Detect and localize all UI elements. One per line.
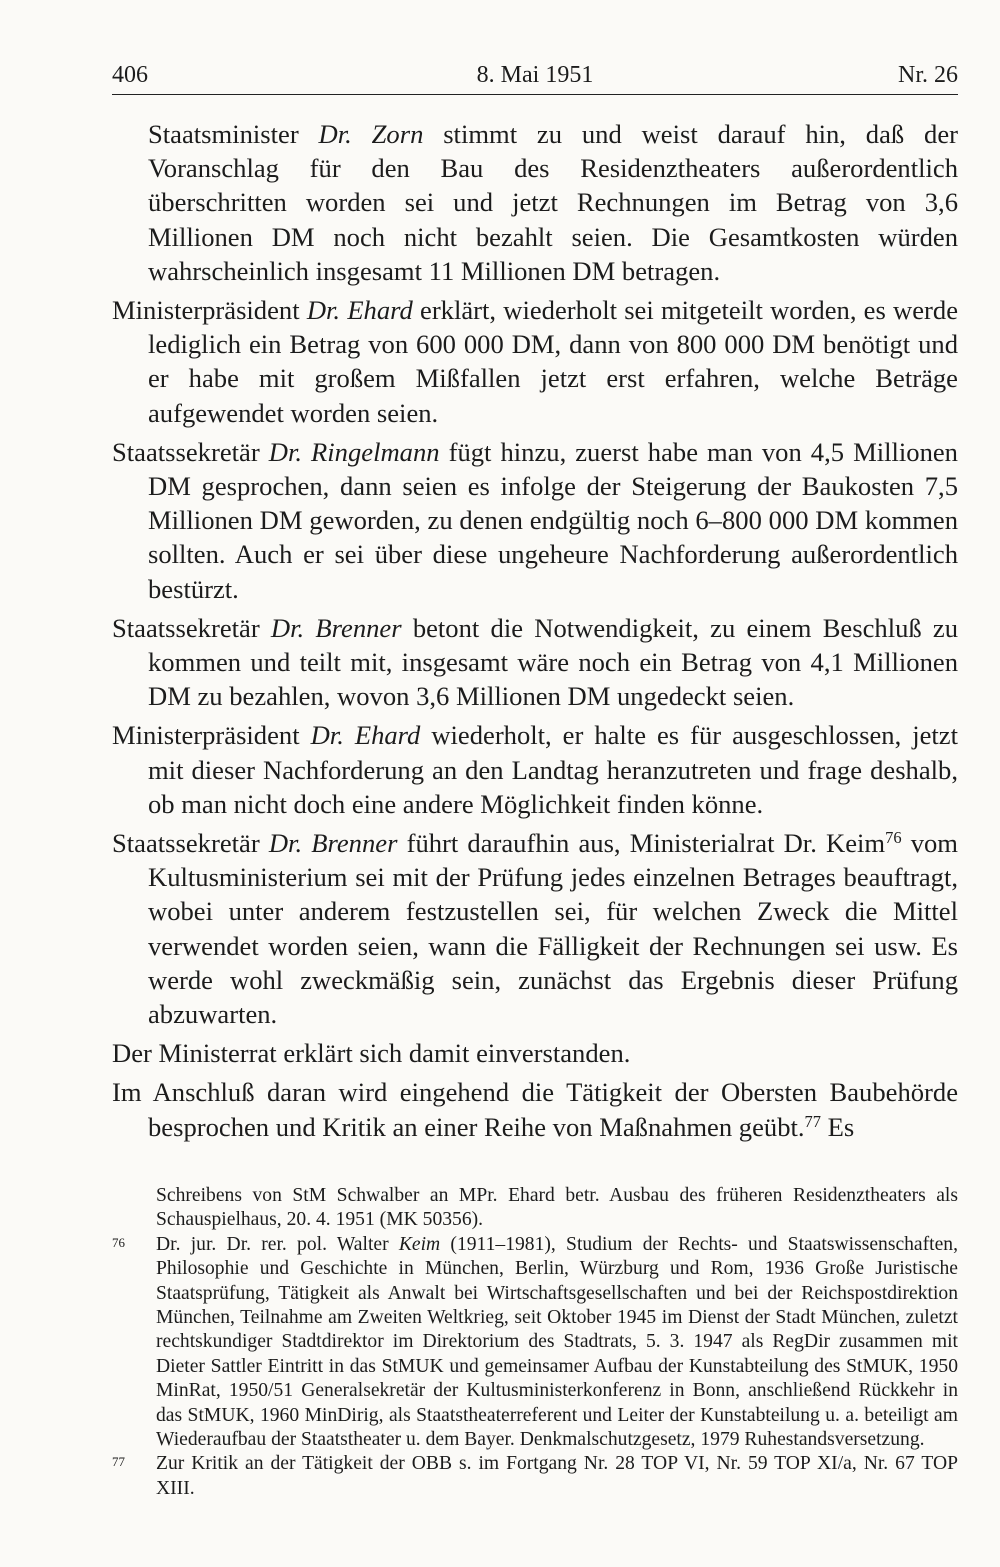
speaker-name: Brenner [311,828,398,859]
document-page [112,58,958,1501]
speaker-title: Staatssekretär [112,436,260,467]
paragraph-ehard-2 [112,718,958,821]
paragraph-text: fügt hinzu, zuerst habe man von 4,5 Millionen DM gesprochen, dann seien es infolge der Steigerung der Baukosten 7,5 Millionen DM geworden, zu denen endgültig noch 6–800 000 DM kommen sollten. Auch er sei über diese ungeheure Nachforderung außerordentlich bestürzt. [148,436,958,604]
paragraph-text: Der Ministerrat erklärt sich damit einverstanden. [112,1038,631,1069]
paragraph-text: vom Kultusministerium sei mit der Prüfung jedes einzelnen Betrages beauftragt, wobei unter anderem festzustellen sei, für welchen Zweck die Mittel verwendet worden seien, wann die Fälligkeit der Rechnungen sei usw. Es werde wohl zweckmäßig sein, zunächst das Ergebnis dieser Prüfung abzuwarten. [148,828,958,1030]
page-number: 406 [112,62,148,88]
footnote-continuation [112,1184,958,1233]
paragraph-oberste-baubehoerde [112,1075,958,1143]
footnote-ref-76[interactable]: 76 [885,828,902,847]
speaker-title: Ministerpräsident [112,295,300,326]
footnote-text: Zur Kritik an der Tätigkeit der OBB s. im Fortgang Nr. 28 TOP VI, Nr. 59 TOP XI/a, Nr. 67 TOP XIII. [156,1453,958,1499]
footnotes [112,1184,958,1501]
paragraph-text-before-note: führt daraufhin aus, Ministerialrat Dr. Keim [397,828,886,859]
speaker-dr: Dr. [310,720,344,751]
paragraph-zorn [112,117,958,288]
footnote-text: Schreibens von StM Schwalber an MPr. Ehard betr. Ausbau des früheren Residenztheaters als Schauspielhaus, 20. 4. 1951 (MK 50356). [156,1184,958,1231]
speaker-name: Brenner [315,612,402,643]
speaker-title: Staatssekretär [112,612,260,643]
paragraph-text-before-note: Im Anschluß daran wird eingehend die Tätigkeit der Obersten Baubehörde besprochen und Kritik an einer Reihe von Maßnahmen geübt. [112,1077,958,1142]
speaker-dr: Dr. [268,436,302,467]
body-text [112,117,958,1144]
speaker-dr: Dr. [306,295,341,326]
speaker-dr: Dr. [268,828,303,859]
speaker-dr: Dr. [270,612,305,643]
paragraph-text: Es [821,1111,855,1142]
speaker-name: Ehard [354,720,421,751]
footnote-76 [112,1233,958,1453]
footnote-ref-77[interactable]: 77 [804,1111,822,1131]
speaker-title: Staatssekretär [112,828,260,859]
paragraph-ehard-1 [112,293,958,430]
footnote-number: 76 [112,1234,125,1250]
paragraph-text: erklärt, wiederholt sei mitgeteilt worden, es werde lediglich ein Betrag von 600 000 DM, dann von 800 000 DM benötigt und er habe mit großem Mißfallen jetzt erst erfahren, welche Beträge aufgewendet worden seien. [148,295,959,428]
running-header [112,58,958,95]
paragraph-brenner-1 [112,611,958,714]
header-issue-number: Nr. 26 [898,62,958,88]
paragraph-ringelmann [112,435,958,606]
speaker-title: Staatsminister [148,119,299,149]
footnote-text-after: (1911–1981), Studium der Rechts- und Staatswissenschaften, Philosophie und Geschichte in München, Berlin, Würzburg und Rom, 1936 Große Juristische Staatsprüfung, Tätigkeit als Anwalt bei Wirtschaftsgesellschaften und bei der Reichspostdirektion München, Teilnahme am Zweiten Weltkrieg, seit Oktober 1945 im Dienst der Stadt München, zuletzt rechtskundiger Stadtdirektor im Direktorium des Stadtrats, 5. 3. 1947 als RegDir zusammen mit Dieter Sattler Eintritt in das StMUK und gemeinsamer Aufbau der Kunstabteilung des StMUK, 1950 MinRat, 1950/51 Generalsekretär der Kultusministerkonferenz in Bonn, anschließend Rückkehr in das StMUK, 1960 MinDirig, als Staatstheaterreferent und Leiter der Kunstabteilung u. a. beteiligt am Wiederaufbau der Staatstheater u. dem Bayer. Denkmalschutzgesetz, 1979 Ruhestandsversetzung. [156,1233,958,1450]
speaker-name: Zorn [371,119,424,149]
header-date: 8. Mai 1951 [476,62,594,88]
speaker-name: Ringelmann [311,436,440,467]
speaker-name: Ehard [347,295,413,326]
footnote-number: 77 [112,1454,125,1470]
paragraph-text: betont die Notwendigkeit, zu einem Beschluß zu kommen und teilt mit, insgesamt wäre noch ein Betrag von 4,1 Millionen DM zu bezahlen, wovon 3,6 Millionen DM ungedeckt seien. [148,612,958,712]
paragraph-brenner-2 [112,826,958,1031]
speaker-dr: Dr. [318,119,352,149]
paragraph-ministerrat [112,1036,958,1070]
footnote-77 [112,1452,958,1501]
speaker-title: Ministerpräsident [112,720,300,751]
footnote-text-before: Dr. jur. Dr. rer. pol. Walter [156,1233,399,1255]
paragraph-text: stimmt zu und weist darauf hin, daß der Voranschlag für den Bau des Residenztheaters außerordentlich überschritten worden sei und jetzt Rechnungen im Betrag von 3,6 Millionen DM noch nicht bezahlt seien. Die Gesamtkosten würden wahrscheinlich insgesamt 11 Millionen DM betragen. [148,119,958,286]
paragraph-text: wiederholt, er halte es für ausgeschlossen, jetzt mit dieser Nachforderung an den Landtag heranzutreten und frage deshalb, ob man nicht doch eine andere Möglichkeit finden könne. [148,720,958,819]
footnote-person-name: Keim [398,1233,441,1255]
